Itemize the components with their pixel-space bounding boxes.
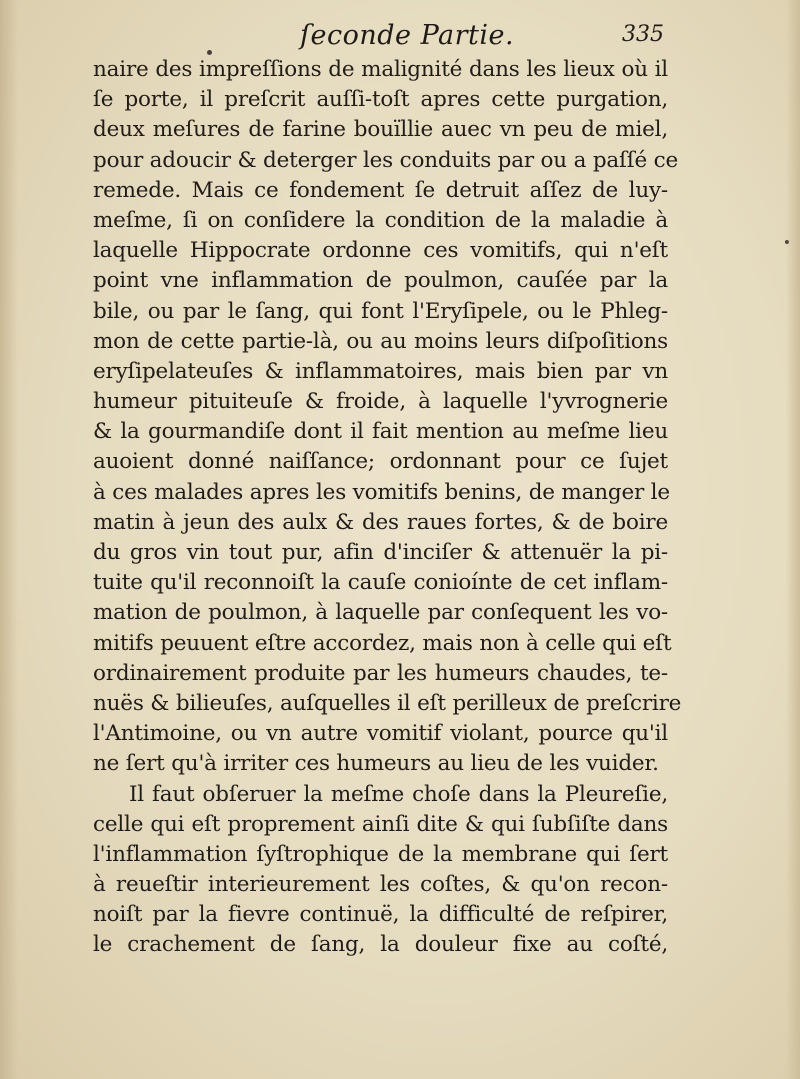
- ink-speck: [207, 50, 212, 55]
- text-line: matin à jeun des aulx & des raues fortes, & de boire: [93, 509, 668, 535]
- text-line: pour adoucir & deterger les conduits par ou a paſſé ce: [93, 147, 679, 173]
- text-line: à reueſtir interieurement les coſtes, & qu'on recon-: [93, 872, 668, 898]
- text-line: & la gourmandiſe dont il fait mention au meſme lieu: [93, 419, 668, 445]
- text-line: ordinairement produite par les humeurs chaudes, te-: [93, 660, 668, 686]
- text-line: point vne inflammation de poulmon, cauſée par la: [93, 268, 668, 294]
- running-head: ſeconde Partie.: [300, 20, 515, 51]
- text-line: mon de cette partie-là, ou au moins leurs diſpoſitions: [93, 328, 668, 354]
- body-text: [93, 55, 682, 961]
- paragraph-start-line: Il faut obſeruer la meſme choſe dans la Pleureſie,: [129, 781, 668, 807]
- text-line: humeur pituiteuſe & froide, à laquelle l'yvrognerie: [93, 389, 668, 415]
- text-line: l'Antimoine, ou vn autre vomitif violant, pource qu'il: [93, 721, 668, 747]
- text-line: auoient donné naiſſance; ordonnant pour ce ſujet: [93, 449, 668, 475]
- text-line: naire des impreſſions de malignité dans les lieux où il: [93, 57, 668, 82]
- text-line: remede. Mais ce fondement ſe detruit aſſez de luy-: [93, 177, 668, 203]
- text-line: laquelle Hippocrate ordonne ces vomitifs, qui n'eſt: [93, 238, 668, 264]
- page-number: 335: [622, 22, 664, 47]
- text-line: bile, ou par le ſang, qui font l'Eryſipele, ou le Phleg-: [93, 298, 668, 324]
- text-line: le crachement de ſang, la douleur fixe au coſté,: [93, 932, 668, 958]
- paragraph-end-line: ne ſert qu'à irriter ces humeurs au lieu de les vuider.: [93, 751, 659, 777]
- text-line: deux meſures de farine bouïllie auec vn peu de miel,: [93, 117, 668, 143]
- text-line: l'inflammation ſyſtrophique de la membrane qui ſert: [93, 841, 668, 867]
- ink-speck: [785, 240, 789, 244]
- text-line: nuës & bilieuſes, auſquelles il eſt perilleux de preſcrire: [93, 690, 682, 716]
- text-line: ſe porte, il preſcrit auſſi-toſt apres cette purgation,: [93, 87, 668, 113]
- text-line: mation de poulmon, à laquelle par conſequent les vo-: [93, 600, 668, 626]
- text-line: meſme, ſi on conſidere la condition de la maladie à: [93, 207, 668, 233]
- text-line: eryſipelateuſes & inflammatoires, mais bien par vn: [93, 358, 668, 384]
- text-line: du gros vin tout pur, afin d'inciſer & attenuër la pi-: [93, 540, 668, 565]
- text-line: mitifs peuuent eſtre accordez, mais non à celle qui eſt: [93, 630, 672, 656]
- text-line: tuite qu'il reconnoiſt la cauſe conioínte de cet inflam-: [93, 570, 668, 596]
- page-header: [0, 18, 800, 58]
- text-line: noiſt par la fievre continuë, la difficulté de reſpirer,: [93, 902, 668, 928]
- text-line: à ces malades apres les vomitifs benins, de manger le: [93, 479, 670, 505]
- text-line: celle qui eſt proprement ainſi dite & qui ſubſiſte dans: [93, 811, 668, 837]
